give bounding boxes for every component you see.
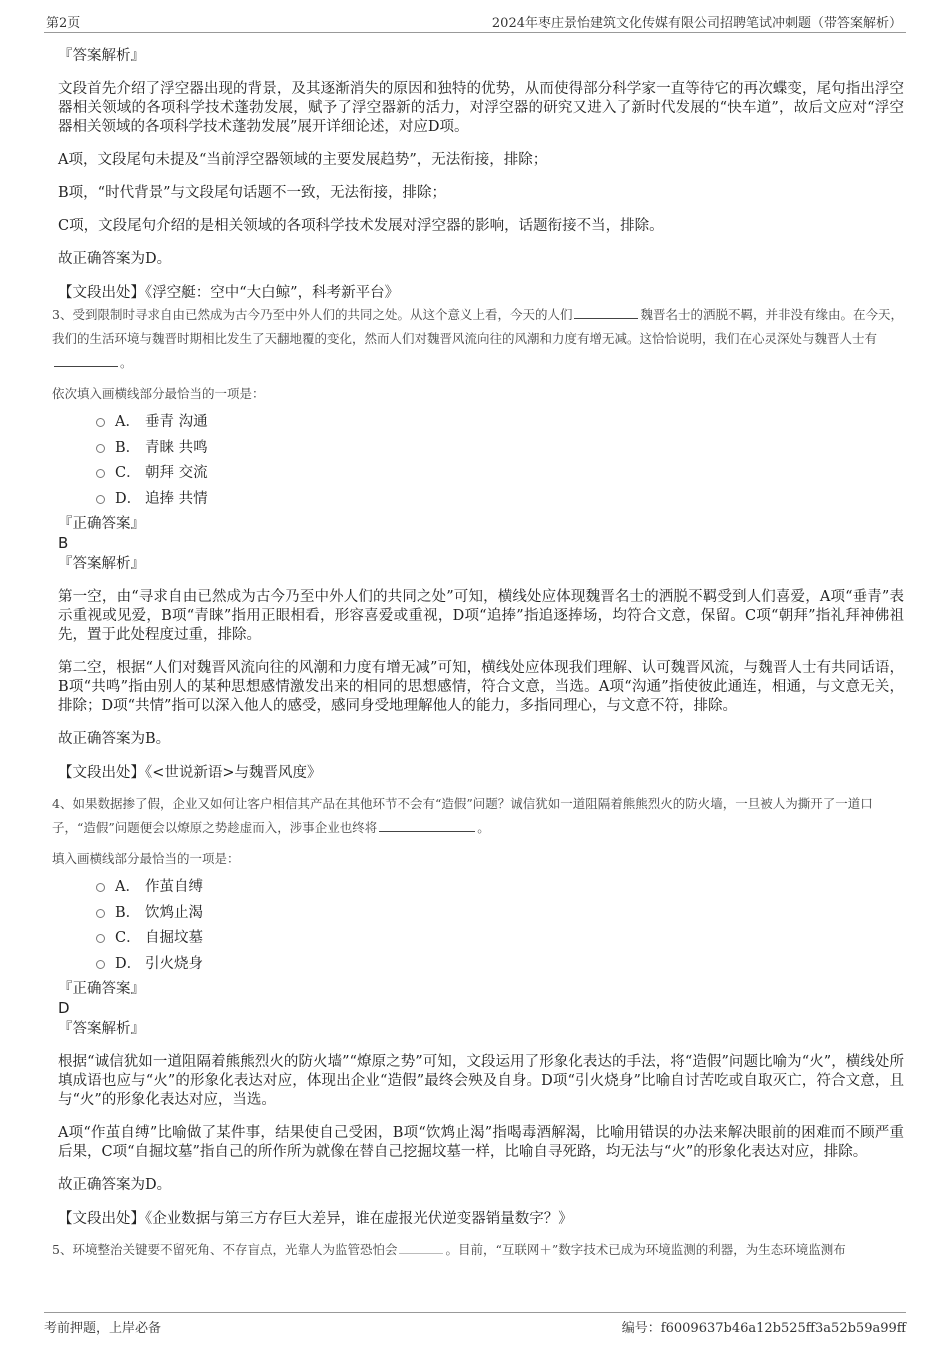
option-c[interactable]: C． 自掘坟墓 <box>96 926 904 952</box>
analysis-label: 『答案解析』 <box>58 48 145 64</box>
question-3-prompt: 依次填入画横线部分最恰当的一项是： <box>52 386 265 401</box>
radio-icon[interactable] <box>96 909 105 918</box>
analysis-paragraph: B项，“时代背景”与文段尾句话题不一致，无法衔接，排除； <box>58 185 446 201</box>
fill-blank <box>574 306 638 319</box>
correct-answer: D <box>58 999 70 1017</box>
option-c[interactable]: C． 朝拜 交流 <box>96 461 904 487</box>
fill-blank <box>379 819 475 832</box>
document-body <box>52 44 904 1262</box>
analysis-label: 『答案解析』 <box>58 556 145 572</box>
source-citation: 【文段出处】《<世说新语>与魏晋风度》 <box>58 765 322 781</box>
radio-icon[interactable] <box>96 495 105 504</box>
document-id: 编号：f6009637b46a12b525ff3a52b59a99ff <box>621 1321 906 1336</box>
analysis-paragraph: A项“作茧自缚”比喻做了某件事，结果使自己受困，B项“饮鸩止渴”指喝毒酒解渴，比喻用错误的办法来解决眼前的困难而不顾严重后果，C项“自掘坟墓”指自己的所作所为就像在替自己挖掘坟墓一样，比喻自寻死路，均无法与“火”的形象化表达对应，排除。 <box>58 1125 904 1160</box>
option-b[interactable]: B． 饮鸩止渴 <box>96 901 904 927</box>
conclusion: 故正确答案为B。 <box>58 731 171 747</box>
question-4-prompt: 填入画横线部分最恰当的一项是： <box>52 851 240 866</box>
correct-answer: B <box>58 534 69 552</box>
fill-blank <box>54 354 118 367</box>
question-3-text: 3、受到限制时寻求自由已然成为古今乃至中外人们的共同之处。从这个意义上看，今天的人们 魏晋名士的洒脱不羁，并非没有缘由。在今天，我们的生活环境与魏晋时期相比发生了天翻地覆的变化，然而人们对魏晋风流向往的风潮和力度有增无减。这恰恰说明，我们在心灵深处与魏晋人士有。 <box>52 307 903 370</box>
analysis-paragraph: 文段首先介绍了浮空器出现的背景，及其逐渐消失的原因和独特的优势，从而使得部分科学家一直等待它的再次蝶变，尾句指出浮空器相关领域的各项科学技术蓬勃发展，赋予了浮空器新的活力，对浮空器的研究又进入了新时代发展的“快车道”，故后文应对“浮空器相关领域的各项科学技术蓬勃发展”展开详细论述，对应D项。 <box>58 81 904 135</box>
option-d[interactable]: D． 引火烧身 <box>96 952 904 978</box>
option-b[interactable]: B． 青睐 共鸣 <box>96 436 904 462</box>
correct-answer-label: 『正确答案』 <box>58 516 145 532</box>
radio-icon[interactable] <box>96 418 105 427</box>
analysis-label: 『答案解析』 <box>58 1021 145 1037</box>
page-header <box>44 10 906 33</box>
radio-icon[interactable] <box>96 960 105 969</box>
conclusion: 故正确答案为D。 <box>58 1177 172 1193</box>
source-citation: 【文段出处】《企业数据与第三方存巨大差异，谁在虚报光伏逆变器销量数字？》 <box>58 1211 573 1227</box>
page-footer <box>44 1312 906 1337</box>
analysis-paragraph: 第二空，根据“人们对魏晋风流向往的风潮和力度有增无减”可知，横线处应体现我们理解、认可魏晋风流，与魏晋人士有共同话语，B项“共鸣”指由别人的某种思想感情激发出来的相同的思想感情，符合文意，当选。A项“沟通”指使彼此通连，相通，与文意无关，排除；D项“共情”指可以深入他人的感受，感同身受地理解他人的能力，多指同理心，与文意不符，排除。 <box>58 660 904 714</box>
radio-icon[interactable] <box>96 469 105 478</box>
conclusion: 故正确答案为D。 <box>58 251 172 267</box>
analysis-paragraph: A项，文段尾句未提及“当前浮空器领域的主要发展趋势”，无法衔接，排除； <box>58 152 548 168</box>
analysis-paragraph: C项，文段尾句介绍的是相关领域的各项科学技术发展对浮空器的影响，话题衔接不当，排除。 <box>58 218 664 234</box>
page-number: 第2页 <box>46 16 81 31</box>
radio-icon[interactable] <box>96 444 105 453</box>
option-a[interactable]: A． 垂青 沟通 <box>96 410 904 436</box>
analysis-paragraph: 第一空，由“寻求自由已然成为古今乃至中外人们的共同之处”可知，横线处应体现魏晋名士的洒脱不羁受到人们喜爱，A项“垂青”表示重视或见爱，B项“青睐”指用正眼相看，形容喜爱或重视，D项“追捧”指追逐捧场，均符合文意，保留。C项“朝拜”指礼拜神佛祖先，置于此处程度过重，排除。 <box>58 589 904 643</box>
question-4-options <box>96 875 904 977</box>
fill-blank <box>399 1241 443 1254</box>
footer-slogan: 考前押题，上岸必备 <box>44 1321 162 1336</box>
document-title: 2024年枣庄景怡建筑文化传媒有限公司招聘笔试冲刺题（带答案解析） <box>491 16 902 31</box>
source-citation: 【文段出处】《浮空艇：空中“大白鲸”，科考新平台》 <box>58 285 400 301</box>
analysis-paragraph: 根据“诚信犹如一道阻隔着熊熊烈火的防火墙”“燎原之势”可知，文段运用了形象化表达的手法，将“造假”问题比喻为“火”，横线处所填成语也应与“火”的形象化表达对应，体现出企业“造假”最终会殃及自身。D项“引火烧身”比喻自讨苦吃或自取灭亡，符合文意，且与“火”的形象化表达对应，当选。 <box>58 1054 904 1108</box>
correct-answer-label: 『正确答案』 <box>58 981 145 997</box>
question-3-options <box>96 410 904 512</box>
option-a[interactable]: A． 作茧自缚 <box>96 875 904 901</box>
radio-icon[interactable] <box>96 934 105 943</box>
radio-icon[interactable] <box>96 883 105 892</box>
option-d[interactable]: D． 追捧 共情 <box>96 487 904 513</box>
question-4-text: 4、如果数据掺了假，企业又如何让客户相信其产品在其他环节不会有“造假”问题？诚信犹如一道阻隔着熊熊烈火的防火墙，一旦被人为撕开了一道口子，“造假”问题便会以燎原之势趁虚而入，涉事企业也终将 。 <box>52 796 873 835</box>
question-5-text: 5、环境整治关键要不留死角、不存盲点，光靠人为监管恐怕会 。目前，“互联网＋”数字技术已成为环境监测的利器，为生态环境监测布 <box>52 1242 846 1257</box>
